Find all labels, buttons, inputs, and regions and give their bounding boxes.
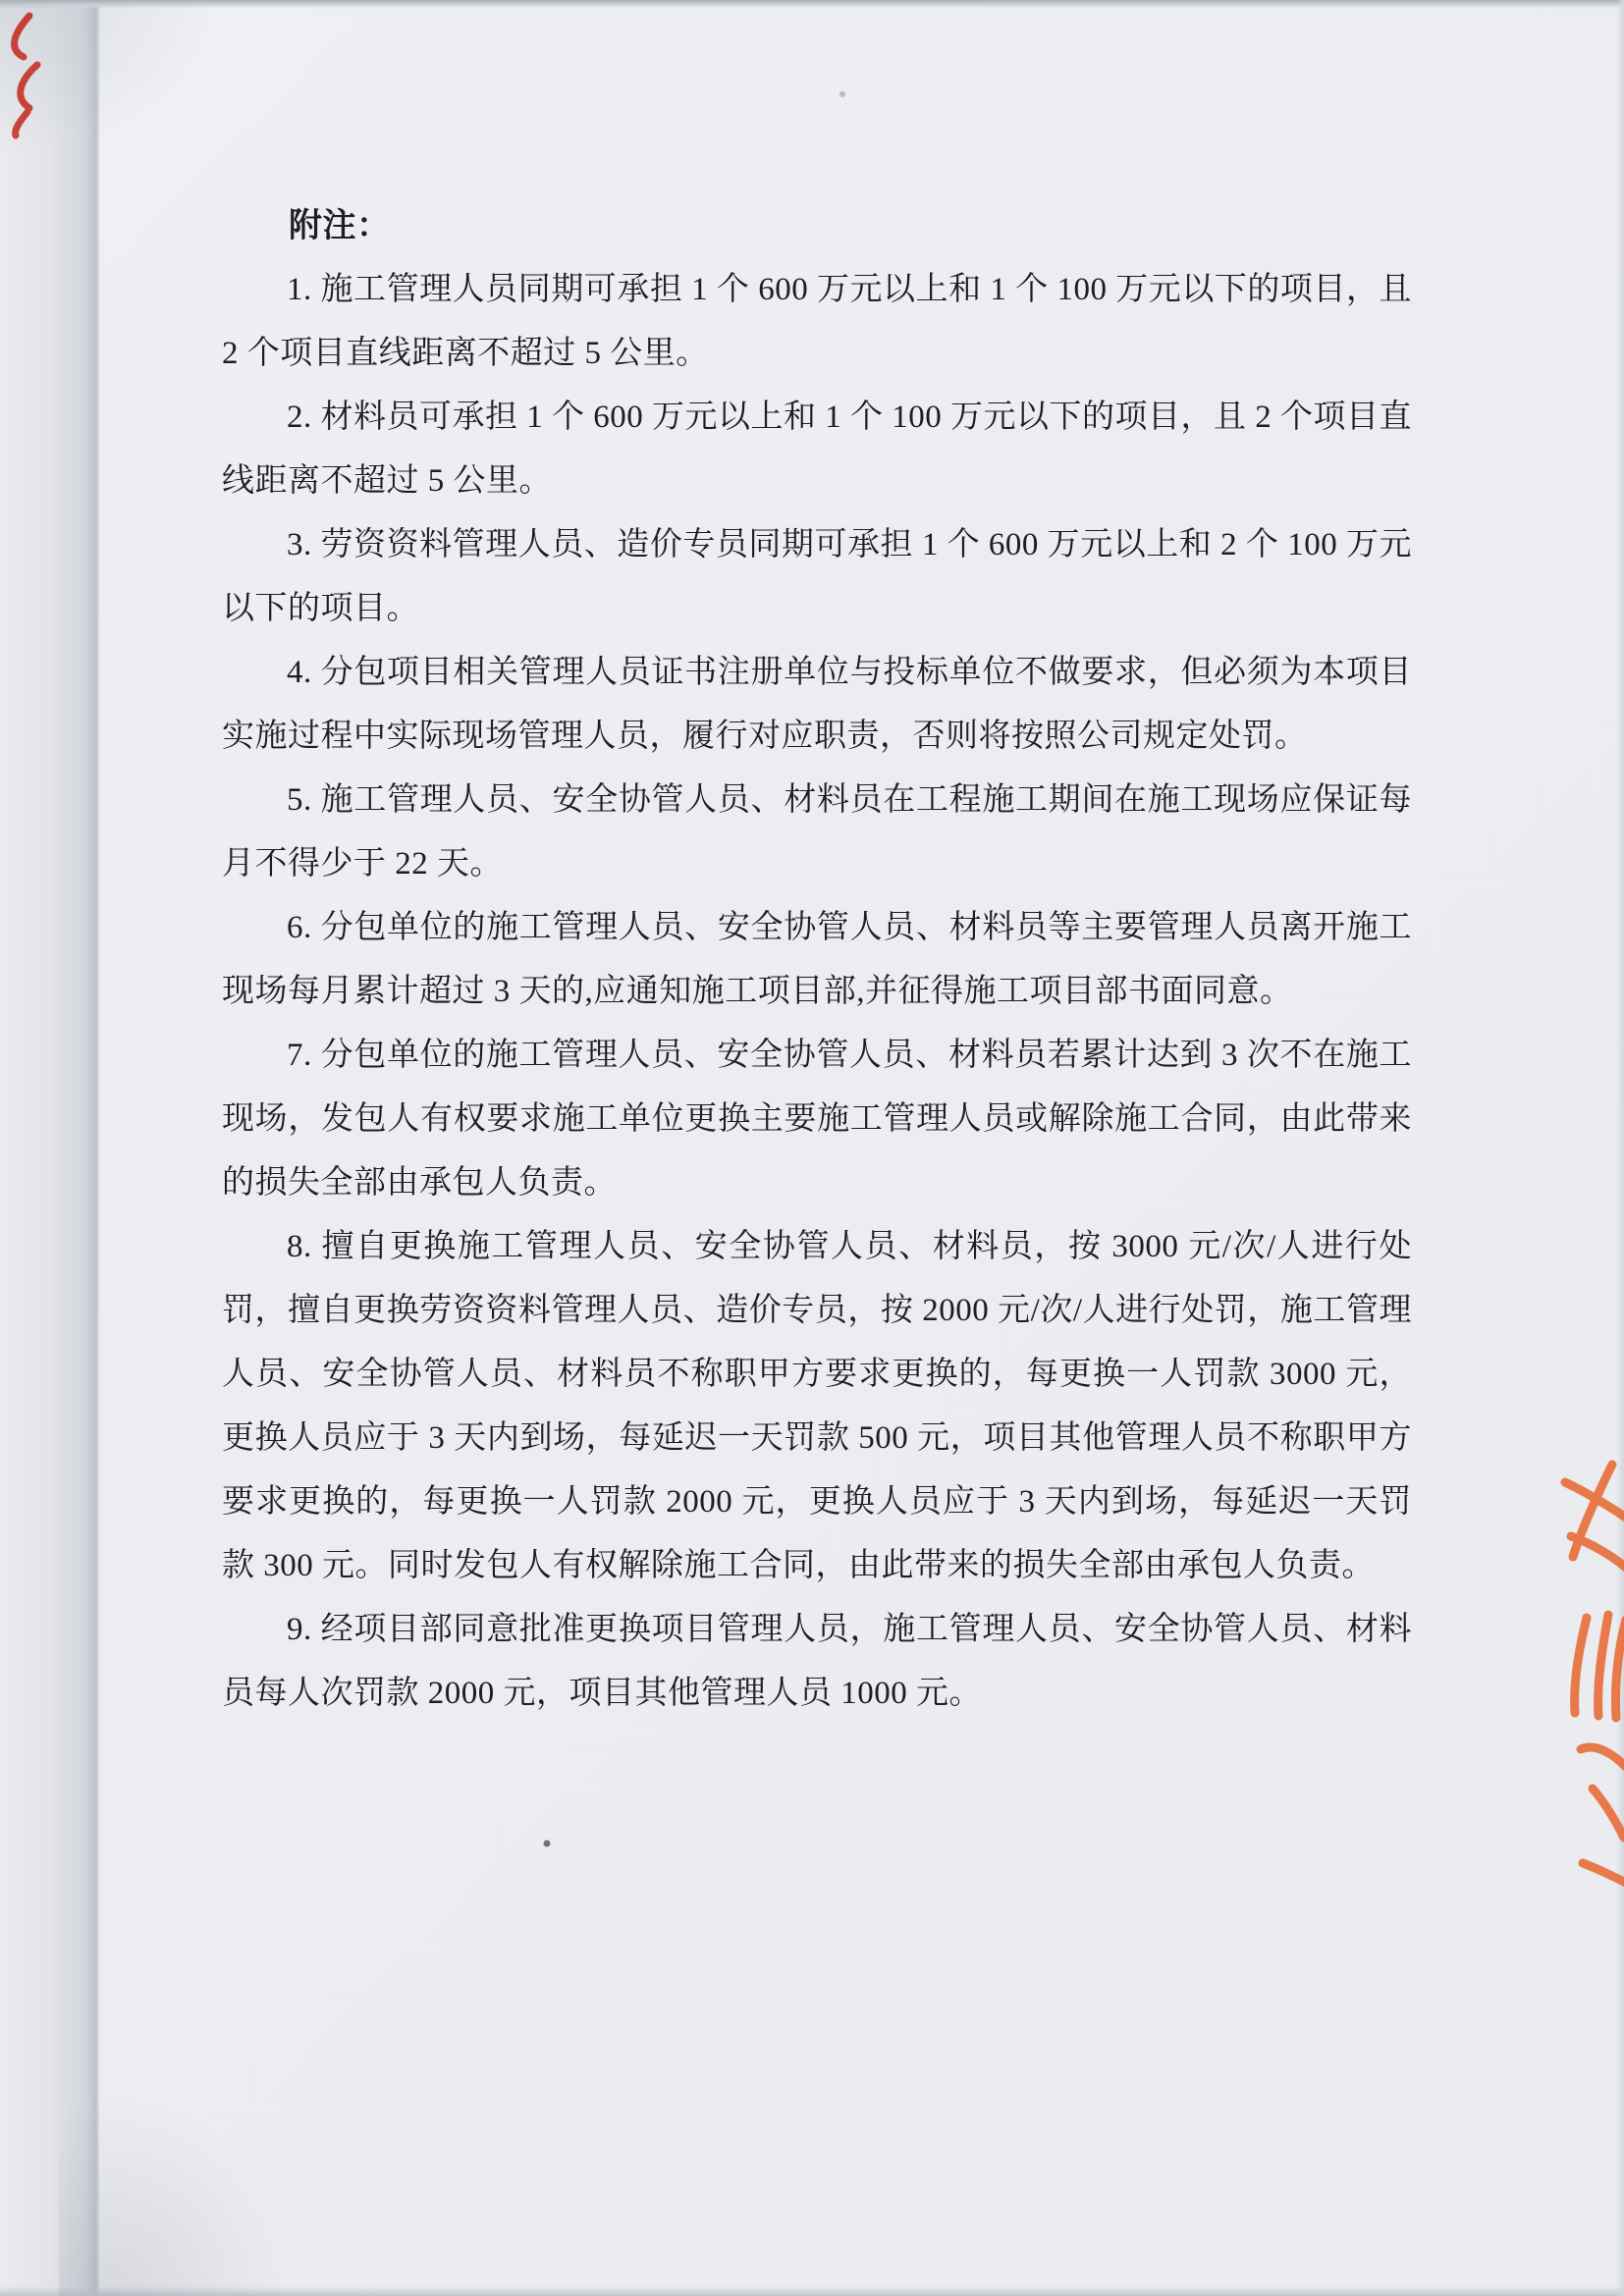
note-5: 5. 施工管理人员、安全协管人员、材料员在工程施工期间在施工现场应保证每月不得少于 22 天。	[222, 782, 1412, 881]
note-6: 6. 分包单位的施工管理人员、安全协管人员、材料员等主要管理人员离开施工现场每月累计超过 3 天的,应通知施工项目部,并征得施工项目部书面同意。	[222, 910, 1412, 1009]
paper-right-edge-shadow	[1616, 0, 1624, 2296]
notes-heading: 附注：	[289, 208, 391, 244]
note-8: 8. 擅自更换施工管理人员、安全协管人员、材料员，按 3000 元/次/人进行处罚，擅自更换劳资资料管理人员、造价专员，按 2000 元/次/人进行处罚，施工管理人员、安全协管人员、材料员不称职甲方要求更换的，每更换一人罚款 3000 元，更换人员应于 3 天内到场，每延迟一天罚款 500 元，项目其他管理人员不称职甲方要求更换的，每更换一人罚款 2000 元，更换人员应于 3 天内到场，每延迟一天罚款 300 元。同时发包人有权解除施工合同，由此带来的损失全部由承包人负责。	[222, 1229, 1412, 1583]
paper-top-edge-shadow	[0, 0, 1624, 9]
note-1: 1. 施工管理人员同期可承担 1 个 600 万元以上和 1 个 100 万元以下的项目，且 2 个项目直线距离不超过 5 公里。	[222, 272, 1412, 371]
corner-shade-bottom-left	[59, 2080, 314, 2296]
paper-left-edge-shadow	[0, 0, 100, 2296]
note-2: 2. 材料员可承担 1 个 600 万元以上和 1 个 100 万元以下的项目，且 2 个项目直线距离不超过 5 公里。	[222, 400, 1412, 499]
note-4: 4. 分包项目相关管理人员证书注册单位与投标单位不做要求，但必须为本项目实施过程中实际现场管理人员，履行对应职责，否则将按照公司规定处罚。	[222, 655, 1412, 754]
note-9: 9. 经项目部同意批准更换项目管理人员，施工管理人员、安全协管人员、材料员每人次罚款 2000 元，项目其他管理人员 1000 元。	[222, 1612, 1412, 1711]
corner-shade-top-left	[0, 0, 216, 157]
notes-text-block	[222, 194, 1412, 1726]
note-3: 3. 劳资资料管理人员、造价专员同期可承担 1 个 600 万元以上和 2 个 100 万元以下的项目。	[222, 527, 1412, 626]
note-7: 7. 分包单位的施工管理人员、安全协管人员、材料员若累计达到 3 次不在施工现场，发包人有权要求施工单位更换主要施工管理人员或解除施工合同，由此带来的损失全部由承包人负责。	[222, 1038, 1412, 1201]
orange-marker-mark-upper	[1565, 1465, 1624, 1568]
